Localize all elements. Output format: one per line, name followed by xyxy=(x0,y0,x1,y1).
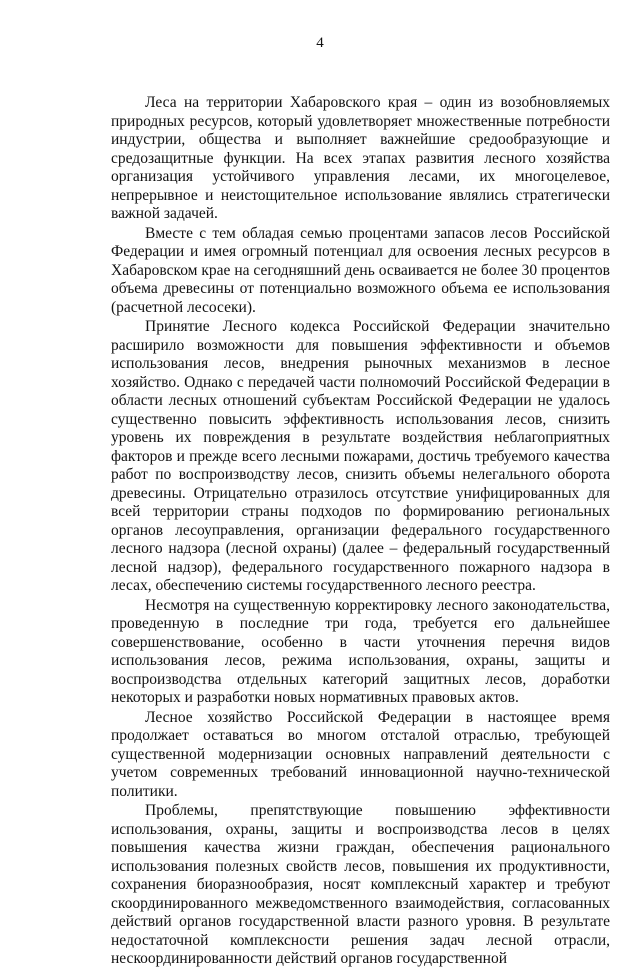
paragraph: Лесное хозяйство Российской Федерации в настоящее время продолжает оставаться во многом отсталой отраслью, требующей существенной модернизации основных направлений деятельности с учетом современных требований инновационной научно-технической политики. xyxy=(111,708,610,800)
paragraph: Проблемы, препятствующие повышению эффективности использования, охраны, защиты и воспроизводства лесов в целях повышения качества жизни граждан, обеспечения рационального использования полезных свойств лесов, повышения их продуктивности, сохранения биоразнообразия, носят комплексный характер и требуют скоординированного межведомственного взаимодействия, согласованных действий органов государственной власти разного уровня. В результате недостаточной комплексности решения задач лесной отрасли, нескоординированности действий органов государственной xyxy=(111,802,610,967)
paragraph: Несмотря на существенную корректировку лесного законодательства, проведенную в последние три года, требуется его дальнейшее совершенствование, особенно в части уточнения перечня видов использования лесов, режима использования, охраны, защиты и воспроизводства отдельных категорий защитных лесов, доработки некоторых и разработки новых нормативных правовых актов. xyxy=(111,596,610,706)
paragraph: Вместе с тем обладая семью процентами запасов лесов Российской Федерации и имея огромный потенциал для освоения лесных ресурсов в Хабаровском крае на сегодняшний день осваивается не более 30 процентов объема древесины от потенциально возможного объема ее использования (расчетной лесосеки). xyxy=(111,224,610,316)
page-number: 4 xyxy=(316,35,324,51)
paragraph: Принятие Лесного кодекса Российской Федерации значительно расширило возможности для повышения эффективности и объемов использования лесов, внедрения рыночных механизмов в лесное хозяйство. Однако с передачей части полномочий Российской Федерации в области лесных отношений субъектам Российской Федерации не удалось существенно повысить эффективность использования лесов, снизить уровень их повреждения в результате воздействия неблагоприятных факторов и прежде всего лесными пожарами, достичь требуемого качества работ по воспроизводству лесов, снизить объемы нелегального оборота древесины. Отрицательно отразилось отсутствие унифицированных для всей территории страны подходов по формированию региональных органов лесоуправления, организации федерального государственного лесного надзора (лесной охраны) (далее – федеральный государственный лесной надзор), федерального государственного пожарного надзора в лесах, обеспечению системы государственного лесного реестра. xyxy=(111,318,610,594)
paragraph: Леса на территории Хабаровского края – один из возобновляемых природных ресурсов, который удовлетворяет множественные потребности индустрии, общества и выполняет важнейшие средообразующие и средозащитные функции. На всех этапах развития лесного хозяйства организация устойчивого управления лесами, их многоцелевое, непрерывное и неистощительное использование являлись стратегически важной задачей. xyxy=(111,94,610,222)
document-body xyxy=(111,94,610,970)
